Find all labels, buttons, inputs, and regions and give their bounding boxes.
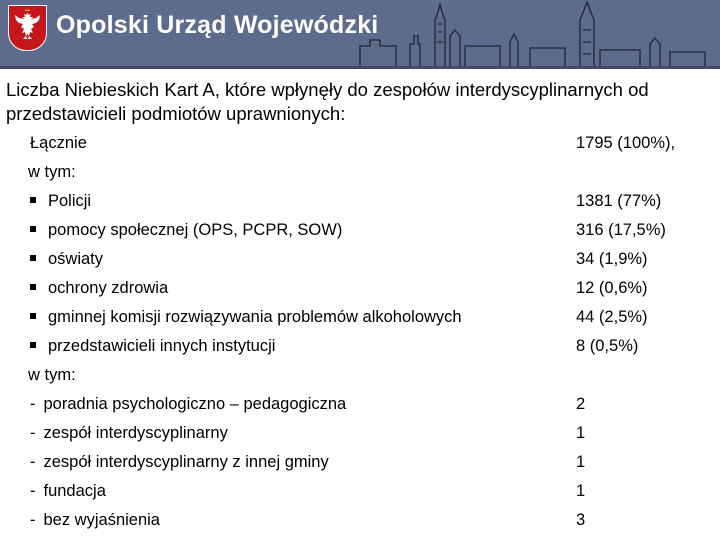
item-value: 1381 (77%) [576,192,662,210]
sublist-item [0,511,720,537]
list-item [0,279,720,305]
dash-marker: - [30,453,36,471]
sublist-item [0,482,720,508]
dash-marker: - [30,482,36,500]
dash-marker: - [30,511,36,529]
item-value: 44 (2,5%) [576,308,648,326]
item-value: 3 [576,511,586,529]
item-label: zespół interdyscyplinarny [43,424,228,442]
item-label: bez wyjaśnienia [43,511,160,529]
item-label: oświaty [48,250,104,268]
item-value: 12 (0,6%) [576,279,648,297]
item-label: przedstawicieli innych instytucji [48,337,276,355]
item-value: 2 [576,395,586,413]
bullet-icon [30,197,36,203]
list-item [0,192,720,218]
dash-marker: - [30,424,36,442]
sublist-item [0,395,720,421]
sublist-item [0,453,720,479]
item-label: Policji [48,192,92,210]
dash-marker: - [30,395,36,413]
total-value: 1795 (100%), [576,134,676,152]
sublist-item [0,424,720,450]
item-label: zespół interdyscyplinarny z innej gminy [43,453,329,471]
item-value: 8 (0,5%) [576,337,639,355]
page-title: Liczba Niebieskich Kart A, które wpłynęły do zespołów interdyscyplinarnych od przedstawicieli podmiotów uprawnionych: [6,79,649,124]
header-divider [0,66,720,69]
total-label: Łącznie [30,134,87,152]
item-value: 316 (17,5%) [576,221,666,239]
bullet-icon [30,313,36,319]
header-banner [0,0,720,66]
opole-skyline-icon [340,0,720,66]
item-value: 1 [576,453,586,471]
item-label: pomocy społecznej (OPS, PCPR, SOW) [48,221,343,239]
bullet-icon [30,284,36,290]
section-heading: w tym: [28,163,76,181]
item-label: ochrony zdrowia [48,279,169,297]
office-name: Opolski Urząd Wojewódzki [56,11,379,39]
item-label: poradnia psychologiczno – pedagogiczna [43,395,347,413]
bullet-icon [30,342,36,348]
item-label: gminnej komisji rozwiązywania problemów alkoholowych [48,308,462,326]
list-item [0,337,720,363]
item-value: 34 (1,9%) [576,250,648,268]
list-item [0,250,720,276]
list-item [0,308,720,334]
bullet-icon [30,226,36,232]
bullet-icon [30,255,36,261]
total-row [0,134,720,160]
section-heading: w tym: [28,366,76,384]
list-item [0,221,720,247]
item-value: 1 [576,424,586,442]
item-label: fundacja [43,482,106,500]
polish-eagle-emblem-icon [8,5,47,51]
item-value: 1 [576,482,586,500]
